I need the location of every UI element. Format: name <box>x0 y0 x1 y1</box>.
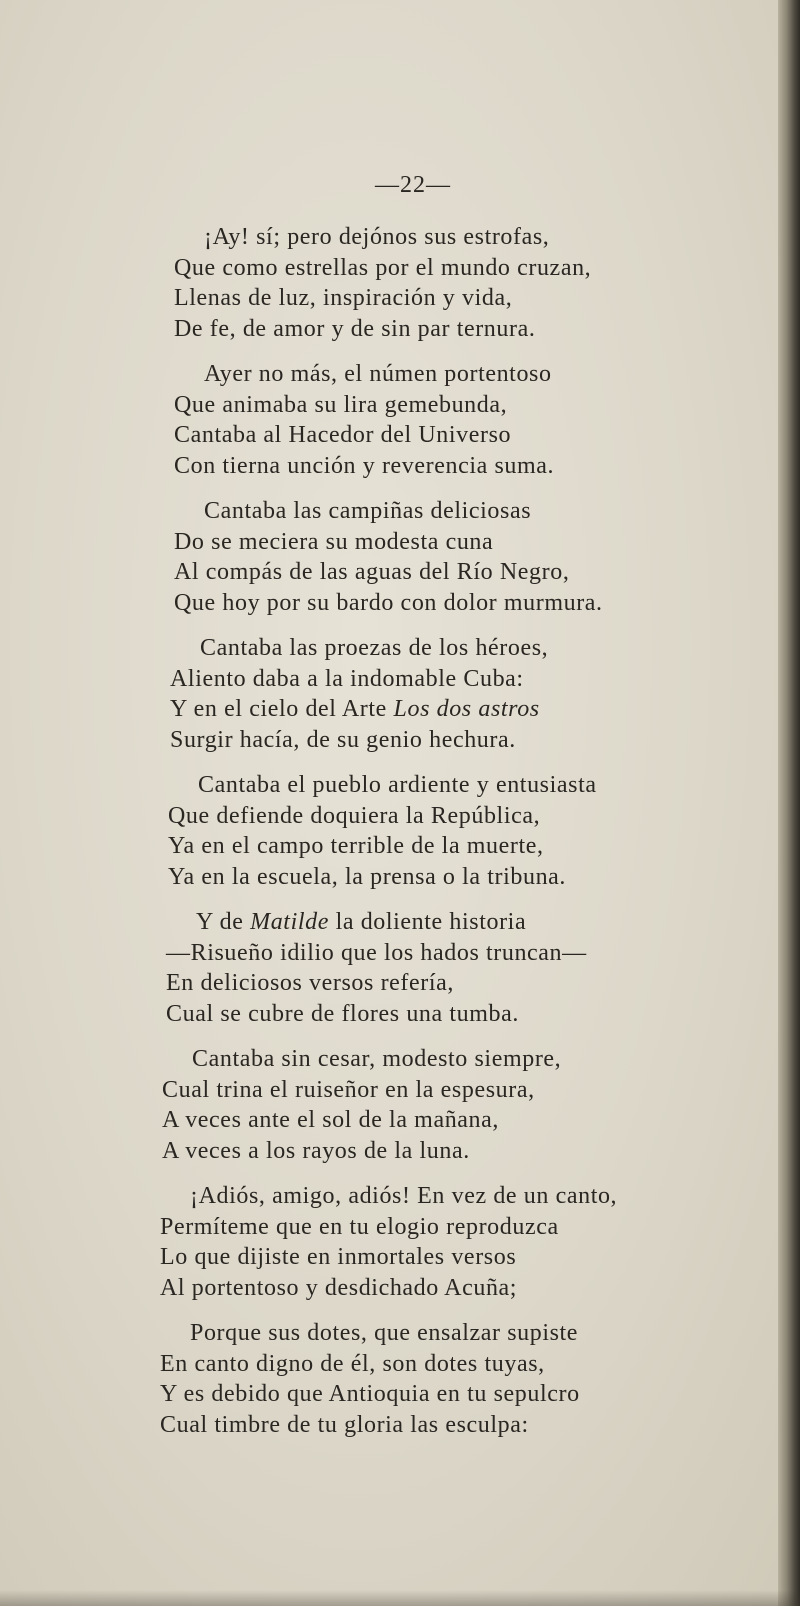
stanza <box>168 770 680 892</box>
verse-line: Y es debido que Antioquia en tu sepulcro <box>160 1381 580 1407</box>
verse-line: Cual timbre de tu gloria las esculpa: <box>160 1411 529 1438</box>
verse-line: Cantaba al Hacedor del Universo <box>174 422 512 448</box>
verse-line: Do se meciera su modesta cuna <box>174 528 494 555</box>
verse-line: Que defiende doquiera la República, <box>168 802 541 829</box>
stanza <box>162 1044 680 1166</box>
verse-line: Cantaba las proezas de los héroes, <box>200 635 549 661</box>
verse-line: Surgir hacía, de su genio hechura. <box>170 726 516 753</box>
page-number: —22— <box>375 172 451 198</box>
poem-text <box>160 222 680 1455</box>
stanza <box>166 907 680 1029</box>
verse-line: Lo que dijiste en inmortales versos <box>160 1244 517 1270</box>
verse-line: A veces a los rayos de la luna. <box>162 1137 470 1164</box>
verse-line: Cual se cubre de flores una tumba. <box>166 1000 519 1027</box>
verse-line: Cantaba sin cesar, modesto siempre, <box>192 1046 562 1072</box>
verse-text: Y de <box>196 909 244 935</box>
verse-line: En canto digno de él, son dotes tuyas, <box>160 1350 545 1377</box>
verse-text: la doliente historia <box>335 909 527 935</box>
verse-line: A veces ante el sol de la mañana, <box>162 1107 500 1133</box>
verse-line: ¡Adiós, amigo, adiós! En vez de un canto, <box>190 1183 618 1209</box>
verse-line: Cantaba las campiñas deliciosas <box>204 498 532 524</box>
verse-line: Al compás de las aguas del Río Negro, <box>174 559 570 585</box>
verse-line: De fe, de amor y de sin par ternura. <box>174 315 536 342</box>
page-bottom-shadow <box>0 1590 800 1606</box>
stanza <box>160 1318 680 1440</box>
verse-line: En deliciosos versos refería, <box>166 970 454 996</box>
verse-line: Llenas de luz, inspiración y vida, <box>174 285 513 311</box>
verse-line: Que animaba su lira gemebunda, <box>174 391 508 418</box>
verse-line: Que como estrellas por el mundo cruzan, <box>174 254 592 281</box>
verse-line: Al portentoso y desdichado Acuña; <box>160 1274 518 1301</box>
verse-text: Y en el cielo del Arte <box>170 696 387 722</box>
verse-line: Permíteme que en tu elogio reproduzca <box>160 1213 559 1240</box>
stanza <box>174 359 680 481</box>
verse-line: ¡Ay! sí; pero dejónos sus estrofas, <box>204 224 550 250</box>
verse-line <box>166 907 680 938</box>
verse-line: Aliento daba a la indomable Cuba: <box>170 665 524 692</box>
italic-name: Matilde <box>250 909 329 935</box>
verse-line: Cual trina el ruiseñor en la espesura, <box>162 1076 535 1103</box>
verse-line: Que hoy por su bardo con dolor murmura. <box>174 589 603 616</box>
stanza <box>160 1181 680 1303</box>
verse-line: Ya en el campo terrible de la muerte, <box>168 833 544 859</box>
verse-line <box>170 694 680 725</box>
stanza <box>170 633 680 755</box>
stanza <box>174 496 680 618</box>
stanza <box>174 222 680 344</box>
verse-line: Con tierna unción y reverencia suma. <box>174 452 555 479</box>
verse-line: Porque sus dotes, que ensalzar supiste <box>190 1320 579 1346</box>
page-edge <box>778 0 800 1606</box>
verse-line: Ya en la escuela, la prensa o la tribuna. <box>168 863 567 890</box>
verse-line: Ayer no más, el númen portentoso <box>204 361 552 387</box>
verse-line: Cantaba el pueblo ardiente y entusiasta <box>198 772 597 798</box>
verse-line: —Risueño idilio que los hados truncan— <box>166 939 587 966</box>
italic-title: Los dos astros <box>393 696 540 722</box>
